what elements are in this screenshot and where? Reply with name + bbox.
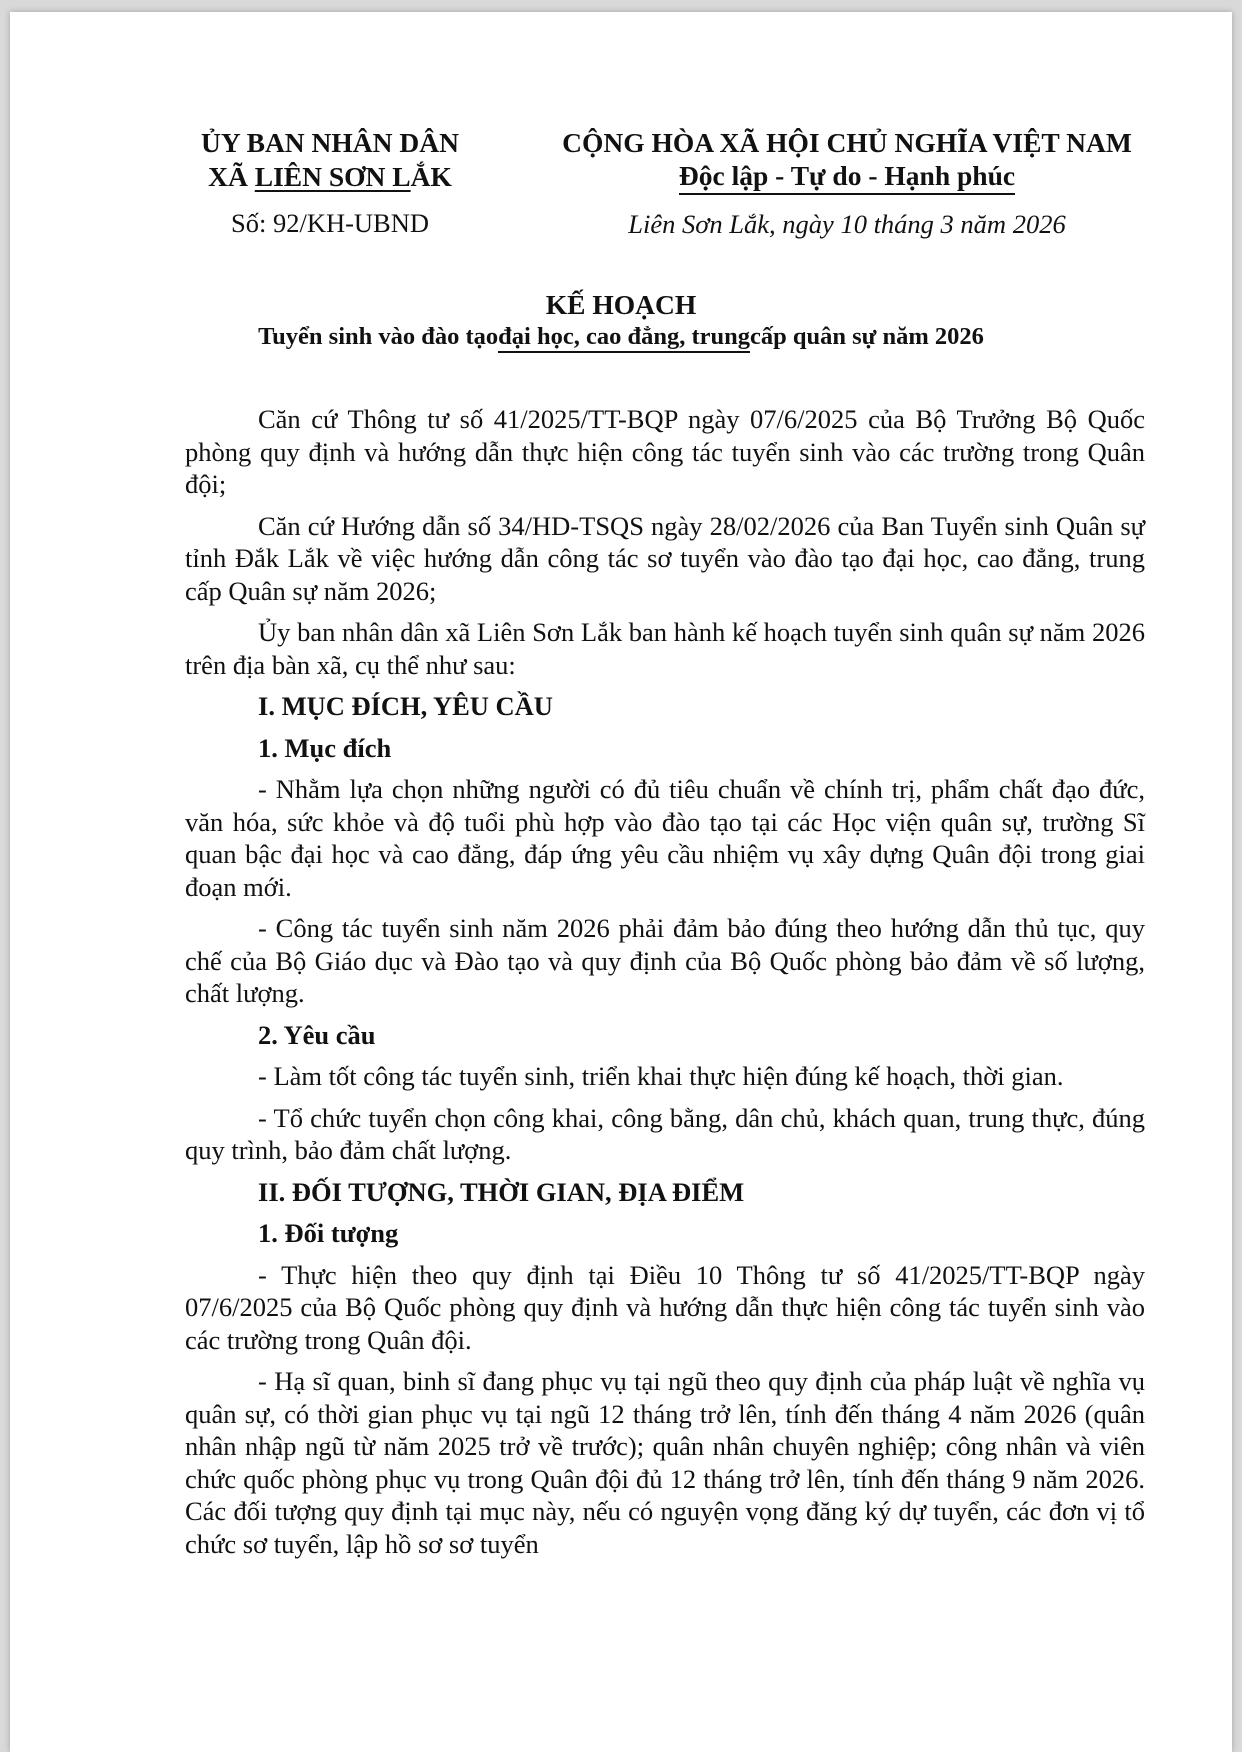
place-and-date: Liên Sơn Lắk, ngày 10 tháng 3 năm 2026 xyxy=(628,209,1066,239)
document-subtitle: Tuyển sinh vào đào tạođại học, cao đẳng, trungcấp quân sự năm 2026 xyxy=(10,322,1232,353)
nation-name: CỘNG HÒA XÃ HỘI CHỦ NGHĨA VIỆT NAM xyxy=(562,127,1132,158)
paragraph: - Thực hiện theo quy định tại Điều 10 Thông tư số 41/2025/TT-BQP ngày 07/6/2025 của Bộ Quốc phòng quy định và hướng dẫn thực hiện công tác tuyển sinh vào các trường trong Quân đội. xyxy=(185,1259,1145,1355)
commune-name: XÃ LIÊN SƠN LẮK xyxy=(208,161,452,192)
document-number: Số: 92/KH-UBND xyxy=(230,208,430,238)
document-body xyxy=(185,403,1145,1569)
national-header xyxy=(532,126,1162,241)
paragraph: - Công tác tuyển sinh năm 2026 phải đảm bảo đúng theo hướng dẫn thủ tục, quy chế của Bộ Giáo dục và Đào tạo và quy định của Bộ Quốc phòng bảo đảm về số lượng, chất lượng. xyxy=(185,913,1145,1008)
section-heading: 1. Mục đích xyxy=(258,732,392,763)
section-heading: I. MỤC ĐÍCH, YÊU CẦU xyxy=(258,691,553,721)
section-heading: II. ĐỐI TƯỢNG, THỜI GIAN, ĐỊA ĐIỂM xyxy=(258,1176,745,1207)
paragraph: Căn cứ Thông tư số 41/2025/TT-BQP ngày 07/6/2025 của Bộ Trưởng Bộ Quốc phòng quy định và hướng dẫn thực hiện công tác tuyển sinh vào các trường trong Quân đội; xyxy=(185,404,1145,499)
paragraph: - Nhằm lựa chọn những người có đủ tiêu chuẩn về chính trị, phẩm chất đạo đức, văn hóa, sức khỏe và độ tuổi phù hợp vào đào tạo tại các Học viện quân sự, trường Sĩ quan bậc đại học và cao đẳng, đáp ứng yêu cầu nhiệm vụ xây dựng Quân đội trong giai đoạn mới. xyxy=(185,774,1145,902)
paragraph: Ủy ban nhân dân xã Liên Sơn Lắk ban hành kế hoạch tuyển sinh quân sự năm 2026 trên địa bàn xã, cụ thể như sau: xyxy=(185,617,1145,680)
agency-name: ỦY BAN NHÂN DÂN xyxy=(201,127,459,158)
section-heading: 2. Yêu cầu xyxy=(258,1019,376,1050)
national-motto: Độc lập - Tự do - Hạnh phúc xyxy=(679,160,1015,195)
paragraph: - Tổ chức tuyển chọn công khai, công bằng, dân chủ, khách quan, trung thực, đúng quy trình, bảo đảm chất lượng. xyxy=(185,1102,1145,1165)
section-heading: 1. Đối tượng xyxy=(258,1218,399,1248)
document-title: KẾ HOẠCH xyxy=(545,289,697,320)
paragraph: Căn cứ Hướng dẫn số 34/HD-TSQS ngày 28/02/2026 của Ban Tuyển sinh Quân sự tỉnh Đắk Lắk về việc hướng dẫn công tác sơ tuyển vào đào tạo đại học, cao đẳng, trung cấp Quân sự năm 2026; xyxy=(185,510,1145,606)
document-page xyxy=(10,12,1232,1752)
document-title-block xyxy=(10,288,1232,353)
paragraph: - Hạ sĩ quan, binh sĩ đang phục vụ tại ngũ theo quy định của pháp luật về nghĩa vụ quân sự, có thời gian phục vụ tại ngũ 12 tháng trở lên, tính đến tháng 4 năm 2026 (quân nhân nhập ngũ từ năm 2025 trở về trước); quân nhân chuyên nghiệp; công nhân và viên chức quốc phòng phục vụ trong Quân đội đủ 12 tháng trở lên, tính đến tháng 9 năm 2026. Các đối tượng quy định tại mục này, nếu có nguyện vọng đăng ký dự tuyển, các đơn vị tổ chức sơ tuyển, lập hồ sơ sơ tuyển xyxy=(185,1366,1145,1559)
agency-header xyxy=(160,126,500,240)
paragraph: - Làm tốt công tác tuyển sinh, triển khai thực hiện đúng kế hoạch, thời gian. xyxy=(258,1061,1064,1091)
